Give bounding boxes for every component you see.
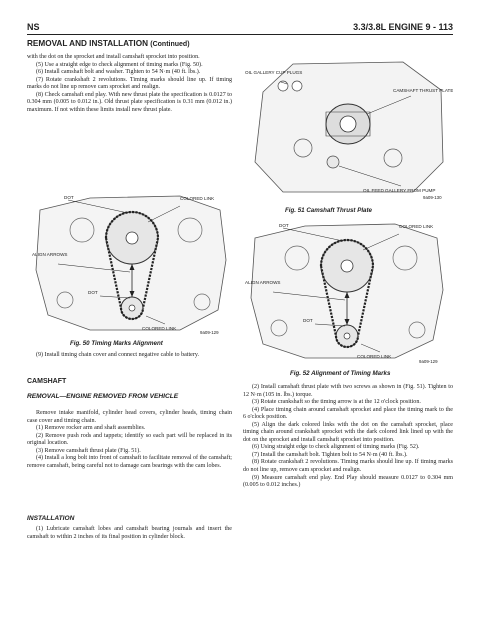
fig51-label-oil-feed: OIL FEED GALLERY FROM PUMP (363, 188, 436, 193)
section-title-main: REMOVAL AND INSTALLATION (27, 39, 148, 48)
paragraph: (3) Rotate crankshaft so the timing arrow is at the 12 o'clock position. (252, 399, 421, 406)
paragraph: (8) Check camshaft end play. With new thrust plate the specification is 0.0127 to 0.304 mm (0.005 to 0.012 in.). Old thrust plate specification is 0.31 mm (0.012 in.) maximum. If not within these limits install new thrust plate. (27, 91, 232, 113)
installation-heading: INSTALLATION (27, 515, 75, 522)
fig51-code: 9a09-130 (423, 195, 442, 200)
fig52-caption: Fig. 52 Alignment of Timing Marks (290, 370, 391, 377)
paragraph: (5) Use a straight edge to check alignment of timing marks (Fig. 50). (36, 61, 203, 68)
col1-after-fig-text (27, 352, 232, 360)
fig51-label-oil-gallery-cup-plugs: OIL GALLERY CUP PLUGS (245, 70, 303, 75)
fig51-caption: Fig. 51 Camshaft Thrust Plate (285, 207, 372, 214)
camshaft-heading: CAMSHAFT (27, 378, 67, 385)
paragraph: (7) Rotate crankshaft 2 revolutions. Timing marks should line up. If timing marks do not line up remove cam sprocket and realign. (27, 76, 232, 91)
fig51-label-camshaft-thrust-plate: CAMSHAFT THRUST PLATE (393, 88, 453, 93)
fig50-illustration (30, 190, 235, 338)
fig51-illustration (243, 52, 453, 202)
col2-text (243, 384, 453, 490)
header-right: 3.3/3.8L ENGINE 9 - 113 (353, 22, 453, 32)
paragraph: (8) Rotate crankshaft 2 revolutions. Timing marks should line up. If timing marks do not line up, remove cam sprocket and realign. (243, 459, 453, 474)
paragraph: (9) Install timing chain cover and connect negative cable to battery. (36, 352, 199, 358)
fig52-label-dot-top: DOT (279, 223, 289, 228)
fig52-illustration (243, 218, 453, 366)
paragraph: (6) Install camshaft bolt and washer. Tighten to 54 N·m (40 ft. lbs.). (36, 69, 201, 76)
header-rule (27, 34, 453, 35)
paragraph: Remove intake manifold, cylinder head covers, cylinder heads, timing chain case cover and timing chain. (27, 410, 232, 424)
fig52-label-align-arrows: ALIGN ARROWS (245, 280, 281, 285)
fig50-caption: Fig. 50 Timing Marks Alignment (70, 340, 163, 347)
removal-heading: REMOVAL—ENGINE REMOVED FROM VEHICLE (27, 393, 179, 400)
fig50-label-dot-bottom: DOT (88, 290, 98, 295)
paragraph: (2) Install camshaft thrust plate with two screws as shown in (Fig. 51). Tighten to 12 N·m (105 in. lbs.) torque. (243, 384, 453, 398)
section-title (27, 39, 190, 48)
header-left: NS (27, 22, 40, 32)
paragraph: (9) Measure camshaft end play. End Play should measure 0.0127 to 0.304 mm (0.005 to 0.012 inches.) (243, 474, 453, 489)
paragraph: with the dot on the sprocket and install camshaft sprocket into position. (27, 54, 200, 60)
section-title-sub: (Continued) (150, 41, 190, 48)
fig52-code: 9a09-129 (419, 359, 438, 364)
col1-removal-text (27, 410, 232, 470)
fig50-label-colored-link-bottom: COLORED LINK (142, 326, 177, 331)
fig52-label-dot-bottom: DOT (303, 318, 313, 323)
fig50-label-dot-top: DOT (64, 195, 74, 200)
paragraph: (4) Place timing chain around camshaft sprocket and place the timing mark to the 6 o'clock position. (243, 406, 453, 421)
paragraph: (1) Remove rocker arm and shaft assemblies. (36, 425, 146, 432)
col1-install-text (27, 526, 232, 541)
paragraph: (4) Install a long bolt into front of camshaft to facilitate removal of the camshaft; remove camshaft, being careful not to damage cam bearings with the cam lobes. (27, 455, 232, 469)
fig50-label-colored-link-top: COLORED LINK (180, 196, 215, 201)
fig50-code: 9a09-129 (200, 330, 219, 335)
fig52-label-colored-link-top: COLORED LINK (399, 224, 434, 229)
paragraph: (6) Using straight edge to check alignment of timing marks (Fig. 52). (252, 444, 420, 451)
paragraph: (1) Lubricate camshaft lobes and camshaft bearing journals and insert the camshaft to within 2 inches of its final position in cylinder block. (27, 526, 232, 540)
paragraph: (2) Remove push rods and tappets; identify so each part will be replaced in its original location. (27, 432, 232, 447)
paragraph: (3) Remove camshaft thrust plate (Fig. 51). (36, 447, 141, 454)
col1-top-text (27, 54, 232, 114)
fig50-label-align-arrows: ALIGN ARROWS (32, 252, 68, 257)
paragraph: (7) Install the camshaft bolt. Tighten bolt to 54 N·m (40 ft. lbs.). (252, 451, 408, 458)
fig52-label-colored-link-bottom: COLORED LINK (357, 354, 392, 359)
paragraph: (5) Align the dark colored links with the dot on the camshaft sprocket, place timing chain around crankshaft sprocket with the dark colored link lined up with the dot on the sprocket and install camshaft sprocket into position. (243, 421, 453, 443)
